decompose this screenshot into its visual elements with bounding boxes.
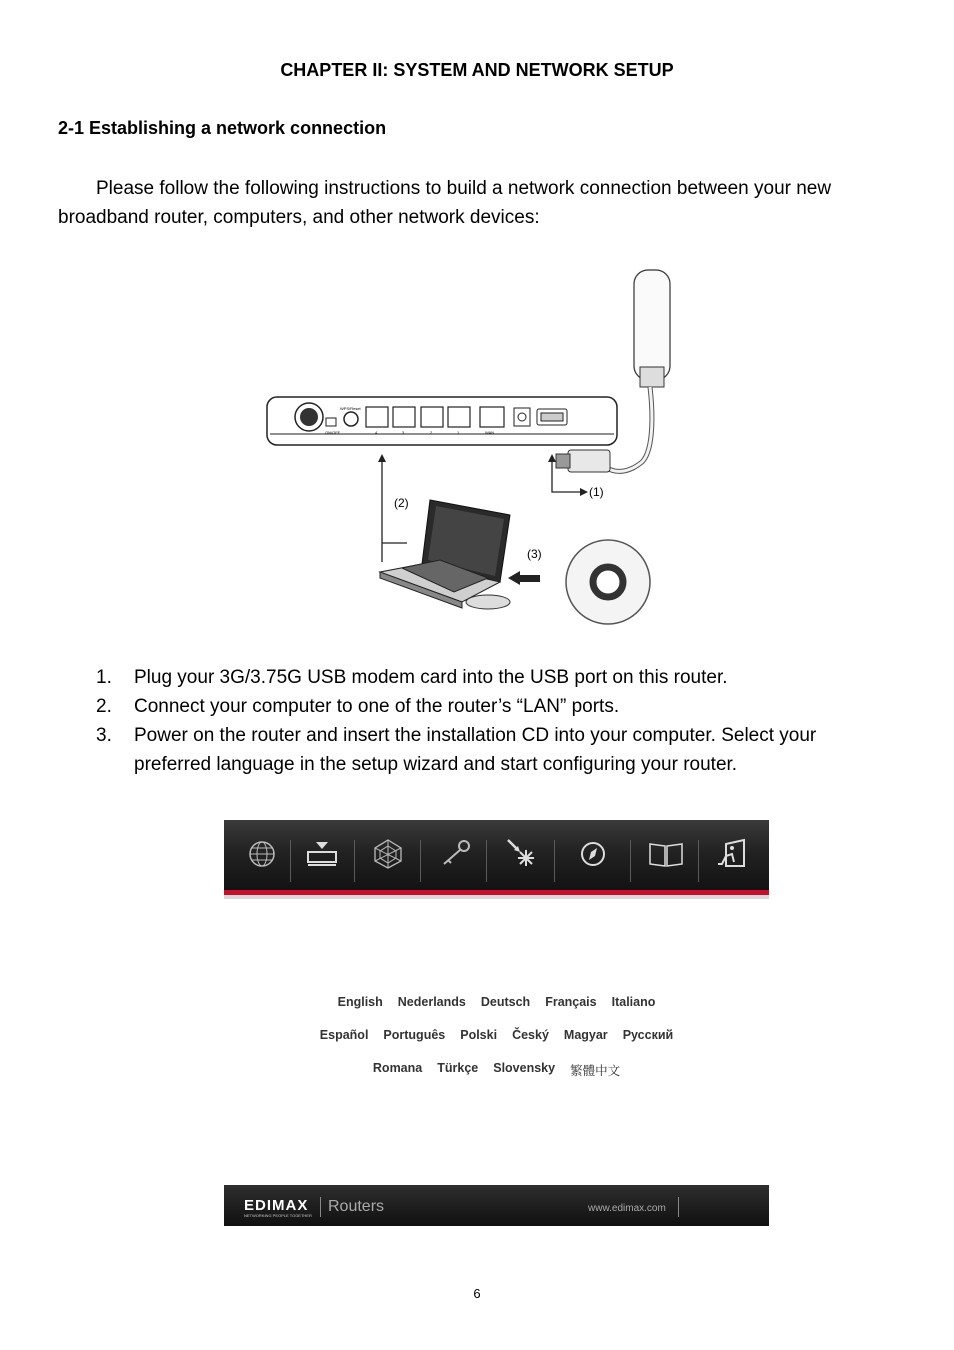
list-item bbox=[96, 663, 896, 692]
step-number: 2. bbox=[96, 696, 112, 717]
label-1: (1) bbox=[589, 485, 604, 499]
label-2: (2) bbox=[394, 496, 409, 510]
page-number: 6 bbox=[473, 1286, 481, 1301]
wan-label: WAN bbox=[485, 430, 495, 435]
tools-icon[interactable] bbox=[500, 834, 540, 874]
lang-russian[interactable]: Русский bbox=[622, 1028, 674, 1042]
step-number: 1. bbox=[96, 667, 112, 688]
book-icon[interactable] bbox=[646, 834, 686, 874]
wps-label: WPS/Reset bbox=[340, 406, 361, 411]
download-icon[interactable] bbox=[302, 834, 342, 874]
language-selector bbox=[224, 995, 769, 1094]
connection-diagram bbox=[262, 262, 682, 632]
wizard-toolbar bbox=[224, 820, 769, 899]
lang-english[interactable]: English bbox=[337, 995, 383, 1009]
lang-chinese[interactable]: 繁體中文 bbox=[570, 1063, 621, 1078]
lang-francais[interactable]: Français bbox=[545, 995, 597, 1009]
lang-espanol[interactable]: Español bbox=[319, 1028, 369, 1042]
lang-magyar[interactable]: Magyar bbox=[563, 1028, 608, 1042]
step-text: Plug your 3G/3.75G USB modem card into the USB port on this router. bbox=[134, 667, 728, 688]
lang-romana[interactable]: Romana bbox=[372, 1061, 423, 1075]
port-2-label: 2 bbox=[430, 430, 433, 435]
step-text: Power on the router and insert the installation CD into your computer. Select your preferred language in the setup wizard and start configuring your router. bbox=[134, 725, 817, 775]
edimax-logo: EDIMAX bbox=[244, 1197, 309, 1214]
lang-cesky[interactable]: Český bbox=[512, 1028, 549, 1042]
step-number: 3. bbox=[96, 725, 112, 746]
exit-icon[interactable] bbox=[712, 834, 752, 874]
network-icon[interactable] bbox=[368, 834, 408, 874]
lang-polski[interactable]: Polski bbox=[460, 1028, 498, 1042]
compass-icon[interactable] bbox=[573, 834, 613, 874]
cd-disc bbox=[566, 540, 650, 624]
instruction-list bbox=[96, 663, 896, 779]
router bbox=[267, 397, 617, 445]
lang-portugues[interactable]: Português bbox=[383, 1028, 446, 1042]
intro-paragraph: Please follow the following instructions to build a network connection between your new broadband router, computers, and other network devices: bbox=[58, 178, 832, 228]
key-icon[interactable] bbox=[436, 834, 476, 874]
label-3: (3) bbox=[527, 547, 542, 561]
section-title: 2-1 Establishing a network connection bbox=[58, 118, 387, 138]
onoff-label: ON/OFF bbox=[325, 430, 341, 435]
lang-turkce[interactable]: Türkçe bbox=[437, 1061, 479, 1075]
language-row bbox=[224, 1061, 769, 1094]
brand-footer-bar bbox=[224, 1185, 769, 1226]
intro-text bbox=[58, 174, 898, 232]
lang-slovensky[interactable]: Slovensky bbox=[493, 1061, 556, 1075]
laptop bbox=[380, 500, 510, 609]
step-text: Connect your computer to one of the router’s “LAN” ports. bbox=[134, 696, 620, 717]
website-link[interactable]: www.edimax.com bbox=[588, 1203, 666, 1214]
list-item bbox=[96, 692, 896, 721]
language-row bbox=[224, 1028, 769, 1061]
port-3-label: 3 bbox=[402, 430, 405, 435]
lang-italiano[interactable]: Italiano bbox=[611, 995, 656, 1009]
lang-deutsch[interactable]: Deutsch bbox=[480, 995, 531, 1009]
language-row bbox=[224, 995, 769, 1028]
product-label: Routers bbox=[328, 1198, 385, 1215]
port-1-label: 1 bbox=[457, 430, 460, 435]
globe-icon[interactable] bbox=[242, 834, 282, 874]
lang-nederlands[interactable]: Nederlands bbox=[397, 995, 466, 1009]
logo-tagline: NETWORKING PEOPLE TOGETHER bbox=[244, 1213, 312, 1218]
port-4-label: 4 bbox=[375, 430, 378, 435]
chapter-title: CHAPTER II: SYSTEM AND NETWORK SETUP bbox=[280, 60, 674, 80]
list-item bbox=[96, 721, 896, 779]
